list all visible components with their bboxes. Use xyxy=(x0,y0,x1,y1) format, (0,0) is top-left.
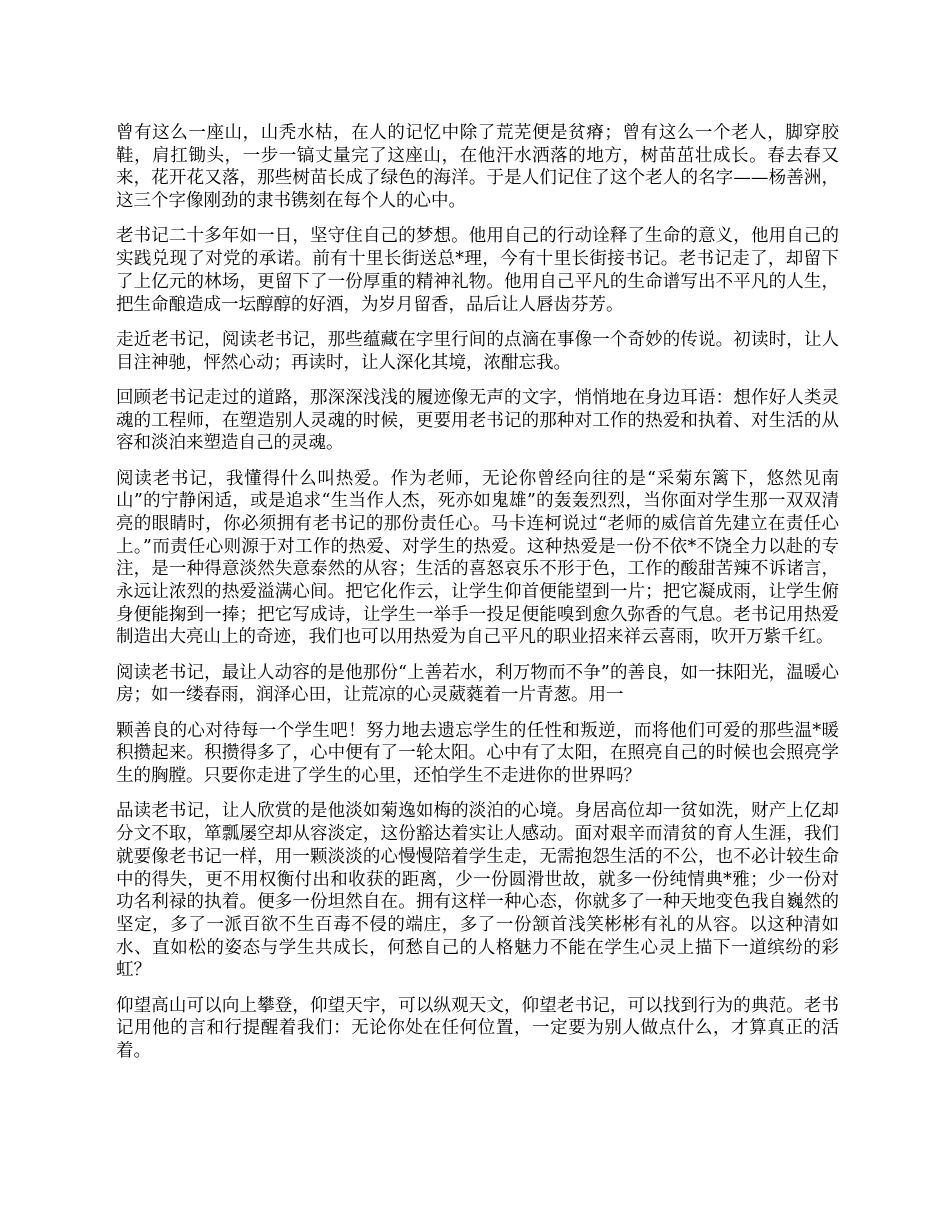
paragraph-2: 老书记二十多年如一日，坚守住自己的梦想。他用自己的行动诠释了生命的意义，他用自己的实践兑现了对党的承诺。前有十里长街送总*理，今有十里长街接书记。老书记走了，却留下了上亿元的林场，更留下了一份厚重的精神礼物。他用自己平凡的生命谱写出不平凡的人生，把生命酿造成一坛醇醇的好酒，为岁月留香，品后让人唇齿芬芳。 xyxy=(116,226,839,315)
paragraph-7: 颗善良的心对待每一个学生吧！努力地去遗忘学生的任性和叛逆，而将他们可爱的那些温*暖积攒起来。积攒得多了，心中便有了一轮太阳。心中有了太阳，在照亮自己的时候也会照亮学生的胸膛。只要你走进了学生的心里，还怕学生不走进你的世界吗？ xyxy=(116,720,839,787)
paragraph-8: 品读老书记，让人欣赏的是他淡如菊逸如梅的淡泊的心境。身居高位却一贫如洗，财产上亿却分文不取，箪瓢屡空却从容淡定，这份豁达着实让人感动。面对艰辛而清贫的育人生涯，我们就要像老书记一样，用一颗淡淡的心慢慢陪着学生走，无需抱怨生活的不公，也不必计较生命中的得失，更不用权衡付出和收获的距离，少一份圆滑世故，就多一份纯情典*雅；少一份对功名利禄的执着。便多一份坦然自在。拥有这样一种心态，你就多了一种天地变色我自巍然的坚定，多了一派百欲不生百毒不侵的端庄，多了一份颔首浅笑彬彬有礼的从容。以这种清如水、直如松的姿态与学生共成长，何愁自己的人格魅力不能在学生心灵上描下一道缤纷的彩虹？ xyxy=(116,801,839,981)
paragraph-3: 走近老书记，阅读老书记，那些蕴藏在字里行间的点滴在事像一个奇妙的传说。初读时，让人目注神驰，怦然心动；再读时，让人深化其境，浓酣忘我。 xyxy=(116,329,839,373)
document-body xyxy=(116,122,839,1075)
paragraph-9: 仰望高山可以向上攀登，仰望天宇，可以纵观天文，仰望老书记，可以找到行为的典范。老书记用他的言和行提醒着我们：无论你处在任何位置，一定要为别人做点什么，才算真正的活着。 xyxy=(116,995,839,1062)
paragraph-6: 阅读老书记，最让人动容的是他那份“上善若水，利万物而不争”的善良，如一抹阳光，温暖心房；如一缕春雨，润泽心田，让荒凉的心灵葳蕤着一片青葱。用一 xyxy=(116,662,839,706)
paragraph-4: 回顾老书记走过的道路，那深深浅浅的履迹像无声的文字，悄悄地在身边耳语：想作好人类灵魂的工程师，在塑造别人灵魂的时候，更要用老书记的那种对工作的热爱和执着、对生活的从容和淡泊来塑造自己的灵魂。 xyxy=(116,387,839,454)
paragraph-5: 阅读老书记，我懂得什么叫热爱。作为老师，无论你曾经向往的是“采菊东篱下，悠然见南山”的宁静闲适，或是追求“生当作人杰，死亦如鬼雄”的轰轰烈烈，当你面对学生那一双双清亮的眼睛时，你必须拥有老书记的那份责任心。马卡连柯说过“老师的威信首先建立在责任心上。”而责任心则源于对工作的热爱、对学生的热爱。这种热爱是一份不依*不饶全力以赴的专注，是一种得意淡然失意泰然的从容；生活的喜怒哀乐不形于色，工作的酸甜苦辣不诉诸言，永远让浓烈的热爱溢满心间。把它化作云，让学生仰首便能望到一片；把它凝成雨，让学生俯身便能掬到一捧；把它写成诗，让学生一举手一投足便能嗅到愈久弥香的气息。老书记用热爱制造出大亮山上的奇迹，我们也可以用热爱为自己平凡的职业招来祥云喜雨，吹开万紫千红。 xyxy=(116,468,839,648)
paragraph-1: 曾有这么一座山，山秃水枯，在人的记忆中除了荒芜便是贫瘠；曾有这么一个老人，脚穿胶鞋，肩扛锄头，一步一镐丈量完了这座山，在他汗水洒落的地方，树苗茁壮成长。春去春又来，花开花又落，那些树苗长成了绿色的海洋。于是人们记住了这个老人的名字——杨善洲，这三个字像刚劲的隶书镌刻在每个人的心中。 xyxy=(116,123,839,212)
